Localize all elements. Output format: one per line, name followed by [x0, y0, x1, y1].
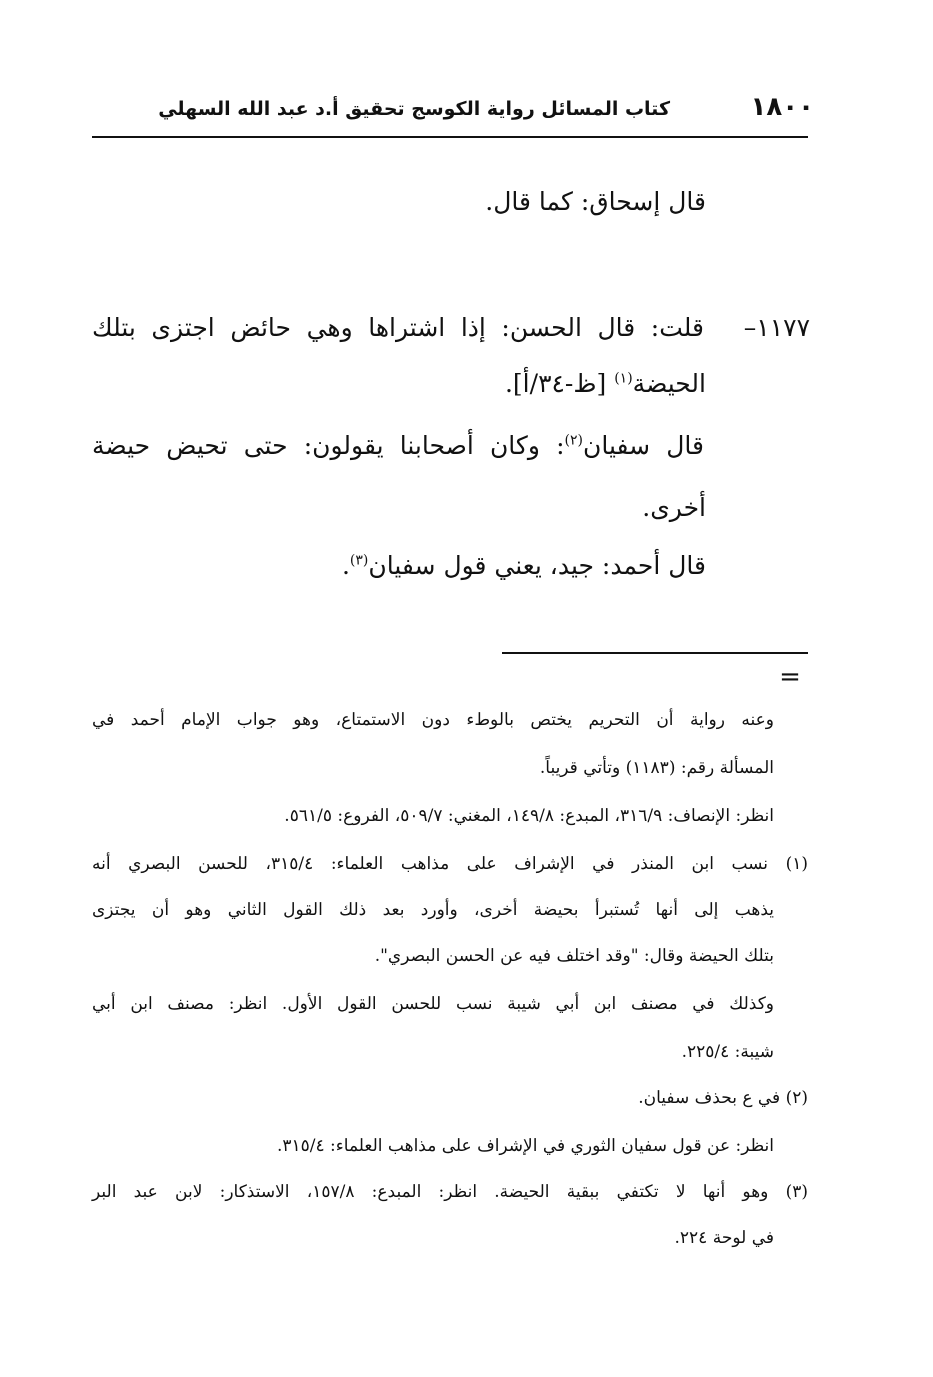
footnote-continuation-line-1: وعنه رواية أن التحريم يختص بالوطء دون الاستمتاع، وهو جواب الإمام أحمد في — [92, 710, 774, 730]
question-line-2-text: الحيضة — [632, 369, 706, 398]
question-line-2 — [300, 368, 706, 400]
ahmad-statement-end: . — [341, 551, 350, 580]
sufyan-line-1-lead: قال سفيان — [582, 431, 704, 460]
footnote-1-line-5: شيبة: ٢٢٥/٤. — [681, 1042, 774, 1062]
footnote-ref-1: (١) — [614, 370, 633, 387]
footnote-2-line-1: (٢) في ع بحذف سفيان. — [638, 1088, 808, 1108]
ahmad-statement — [200, 550, 706, 582]
footnote-1-line-2: يذهب إلى أنها تُستبرأ بحيضة أخرى، وأورد بعد ذلك القول الثاني وهو أن يجتزى — [92, 900, 775, 920]
header-rule — [92, 136, 808, 138]
entry-number: ١١٧٧– — [743, 313, 810, 342]
page-number: ١٨٠٠ — [750, 92, 814, 122]
folio-reference: [ظ-٣٤/أ]. — [504, 369, 615, 398]
sufyan-line-1-text: : وكان أصحابنا يقولون: حتى تحيض حيضة — [92, 431, 565, 460]
question-line-1: قلت: قال الحسن: إذا اشتراها وهي حائض اجتزى بتلك — [92, 313, 704, 342]
footnote-1-line-3: بتلك الحيضة وقال: "وقد اختلف فيه عن الحسن البصري". — [374, 946, 774, 966]
footnote-3-line-2: في لوحة ٢٢٤. — [674, 1228, 774, 1248]
footnote-continuation-line-3: انظر: الإنصاف: ٣١٦/٩، المبدع: ١٤٩/٨، المغني: ٥٠٩/٧، الفروع: ٥٦١/٥. — [284, 806, 774, 826]
footnote-3-line-1: (٣) وهو أنها لا تكتفي ببقية الحيضة. انظر: المبدع: ١٥٧/٨، الاستذكار: لابن عبد البر — [92, 1182, 808, 1202]
running-title: كتاب المسائل رواية الكوسج تحقيق أ.د عبد الله السهلي — [158, 98, 670, 120]
footnote-1-line-4: وكذلك في مصنف ابن أبي شيبة نسب للحسن القول الأول. انظر: مصنف ابن أبي — [92, 994, 774, 1014]
ishaq-statement: قال إسحاق: كما قال. — [485, 187, 706, 216]
sufyan-line-2: أخرى. — [642, 493, 706, 522]
sufyan-line-1 — [92, 430, 704, 462]
footnote-separator — [502, 652, 808, 654]
continuation-mark: = — [779, 662, 801, 692]
footnote-continuation-line-2: المسألة رقم: (١١٨٣) وتأتي قريباً. — [539, 758, 774, 778]
ahmad-statement-text: قال أحمد: جيد، يعني قول سفيان — [368, 551, 706, 580]
footnote-2-line-2: انظر: عن قول سفيان الثوري في الإشراف على مذاهب العلماء: ٣١٥/٤. — [276, 1136, 774, 1156]
footnote-ref-3: (٣) — [349, 552, 369, 569]
footnote-ref-2: (٢) — [564, 432, 583, 449]
footnote-1-line-1: (١) نسب ابن المنذر في الإشراف على مذاهب العلماء: ٣١٥/٤، للحسن البصري أنه — [92, 854, 808, 874]
